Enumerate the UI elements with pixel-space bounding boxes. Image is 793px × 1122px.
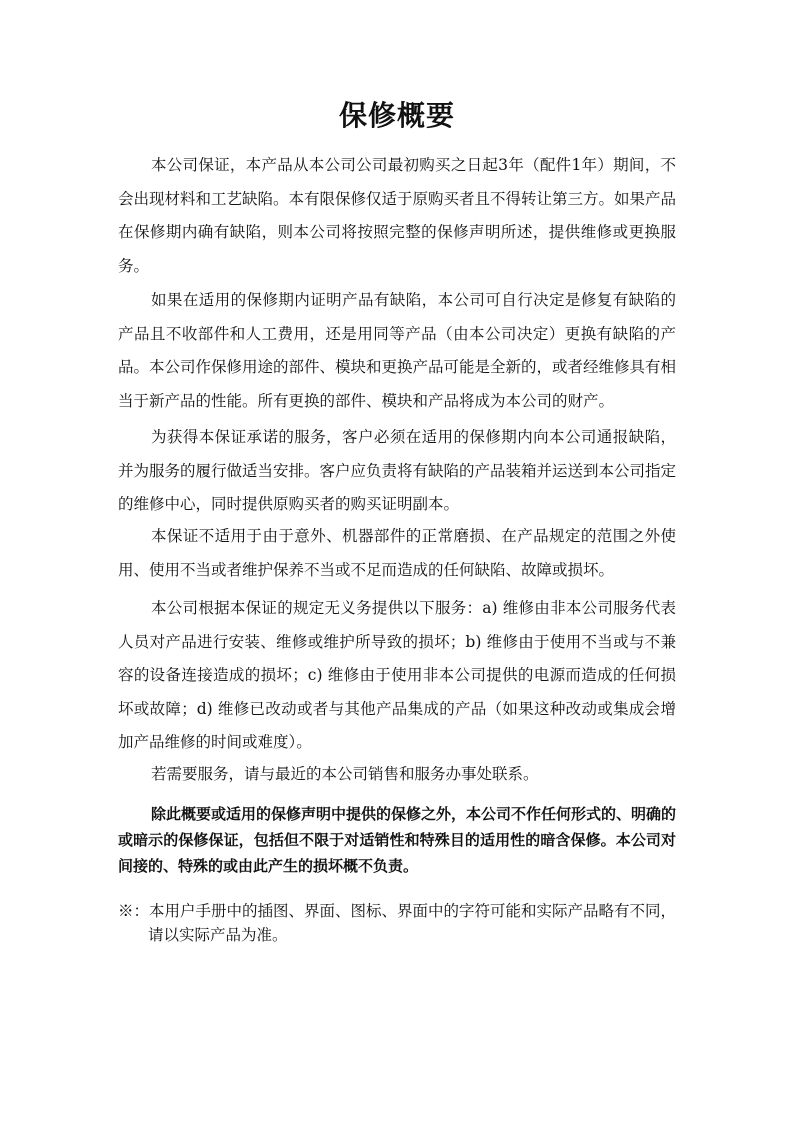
warranty-page bbox=[118, 0, 676, 1122]
paragraph-contact: 若需要服务，请与最近的本公司销售和服务办事处联系。 bbox=[151, 765, 539, 783]
paragraph-no-obligation: 本公司根据本保证的规定无义务提供以下服务：a) 维修由非本公司服务代表人员对产品进行安装、维修或维护所导致的损坏；b) 维修由于使用不当或与不兼容的设备连接造成的损坏；c) 维修由于使用非本公司提供的电源而造成的任何损坏或故障；d) 维修已改动或者与其他产品集成的产品（如果这种改动或集成会增加产品维修的时间或难度）。 bbox=[118, 599, 676, 751]
paragraph-service-procedure: 为获得本保证承诺的服务，客户必须在适用的保修期内向本公司通报缺陷，并为服务的履行做适当安排。客户应负责将有缺陷的产品装箱并运送到本公司指定的维修中心，同时提供原购买者的购买证明副本。 bbox=[118, 428, 677, 513]
paragraph-exclusions: 本保证不适用于由于意外、机器部件的正常磨损、在产品规定的范围之外使用、使用不当或者维护保养不当或不足而造成的任何缺陷、故障或损坏。 bbox=[118, 527, 676, 579]
page-title: 保修概要 bbox=[338, 99, 455, 132]
paragraph-disclaimer: 除此概要或适用的保修声明中提供的保修之外，本公司不作任何形式的、明确的或暗示的保修保证，包括但不限于对适销性和特殊目的适用性的暗含保修。本公司对间接的、特殊的或由此产生的损坏概不负责。 bbox=[118, 805, 677, 875]
footnote: ※：本用户手册中的插图、界面、图标、界面中的字符可能和实际产品略有不同，请以实际产品为准。 bbox=[118, 902, 677, 944]
paragraph-warranty-period: 本公司保证，本产品从本公司公司最初购买之日起3年（配件1年）期间，不会出现材料和工艺缺陷。本有限保修仅适于原购买者且不得转让第三方。如果产品在保修期内确有缺陷，则本公司将按照完整的保修声明所述，提供维修或更换服务。 bbox=[118, 156, 677, 275]
paragraph-defect-remedy: 如果在适用的保修期内证明产品有缺陷，本公司可自行决定是修复有缺陷的产品且不收部件和人工费用，还是用同等产品（由本公司决定）更换有缺陷的产品。本公司作保修用途的部件、模块和更换产品可能是全新的，或者经维修具有相当于新产品的性能。所有更换的部件、模块和产品将成为本公司的财产。 bbox=[118, 291, 677, 410]
